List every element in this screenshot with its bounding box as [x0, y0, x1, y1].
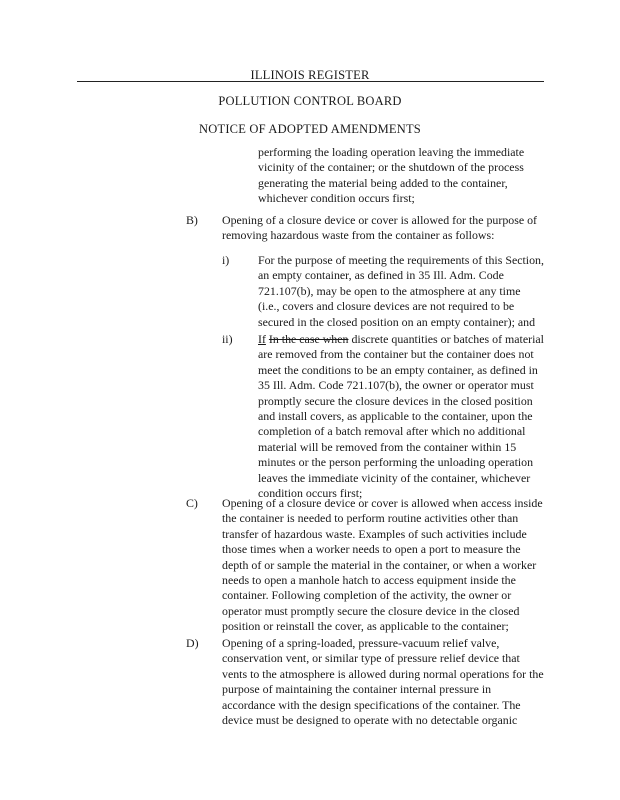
item-d-marker: D)	[186, 636, 199, 650]
item-c-marker: C)	[186, 496, 198, 510]
item-b-i-text: For the purpose of meeting the requirements of this Section, an empty container, as defined in 35 Ill. Adm. Code 721.107(b), may be open to the atmosphere at any time (i.e., covers and closure devices are not required to be secured in the closed position on an empty container); and	[258, 253, 544, 329]
item-b-i-marker: i)	[222, 253, 230, 267]
item-b-text: Opening of a closure device or cover is allowed for the purpose of removing hazardous waste from the container as follows:	[222, 213, 537, 243]
deleted-text: In the case when	[268, 332, 349, 346]
board-name: POLLUTION CONTROL BOARD	[218, 94, 402, 108]
item-b-ii-paragraph	[258, 332, 544, 501]
item-b-ii-marker: ii)	[222, 332, 233, 346]
continuation-paragraph: performing the loading operation leaving the immediate vicinity of the container; or the shutdown of the process generating the material being added to the container, whichever condition occurs first;	[258, 145, 525, 206]
register-title: ILLINOIS REGISTER	[250, 68, 370, 82]
item-d-text: Opening of a spring-loaded, pressure-vacuum relief valve, conservation vent, or similar type of pressure relief device that vents to the atmosphere is allowed during normal operations for the purpose of maintaining the container internal pressure in accordance with the design specifications of the container. The device must be designed to operate with no detectable organic	[222, 636, 544, 728]
item-b-marker: B)	[186, 213, 198, 227]
item-c-text: Opening of a closure device or cover is allowed when access inside the container is needed to perform routine activities other than transfer of hazardous waste. Examples of such activities include those times when a worker needs to open a port to measure the depth of or sample the material in the container, or when a worker needs to open a manhole hatch to access equipment inside the container. Following completion of the activity, the owner or operator must promptly secure the closure device in the closed position or reinstall the cover, as applicable to the container;	[222, 496, 543, 634]
inserted-text: If	[258, 332, 266, 346]
item-b-ii-text: discrete quantities or batches of material are removed from the container but the container does not meet the conditions to be an empty container, as defined in 35 Ill. Adm. Code 721.107(b), the owner or operator must promptly secure the closure devices in the closed position and install covers, as applicable to the container, upon the completion of a batch removal after which no additional material will be removed from the container within 15 minutes or the person performing the unloading operation leaves the immediate vicinity of the container, whichever condition occurs first;	[258, 332, 544, 501]
notice-title: NOTICE OF ADOPTED AMENDMENTS	[199, 122, 421, 136]
header-rule	[77, 81, 544, 82]
